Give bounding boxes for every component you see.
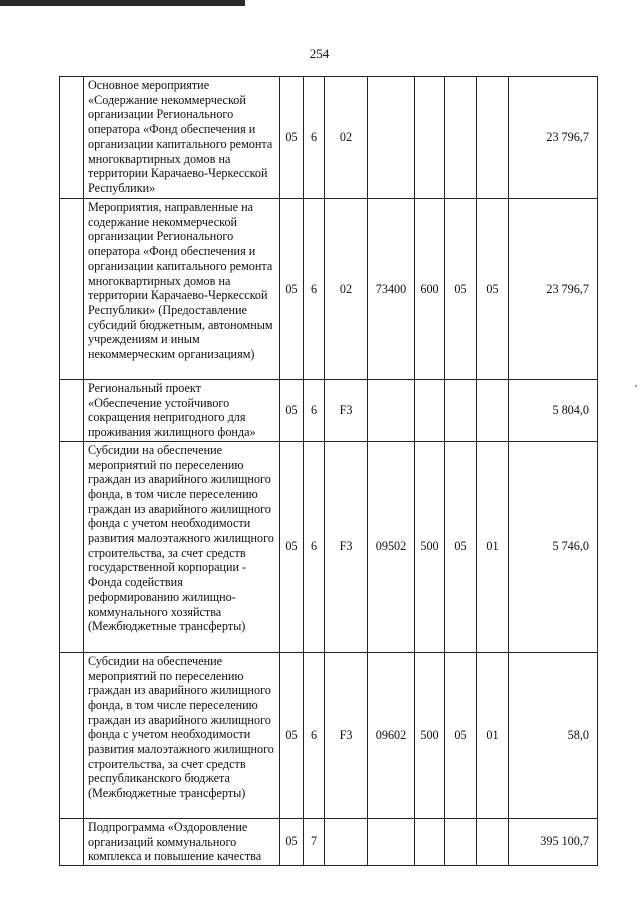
row-description: Субсидии на обеспечение мероприятий по переселению граждан из аварийного жилищного фонда, в том числе переселению граждан из аварийного жилищного фонда с учетом необходимости развития малоэтажного жилищного строительства, за счет средств республиканского бюджета (Межбюджетные трансферты) <box>84 652 280 818</box>
code-cell: 6 <box>304 380 325 442</box>
code-cell: 05 <box>280 818 304 865</box>
amount-cell: 5 804,0 <box>509 380 598 442</box>
code-cell: 05 <box>445 652 477 818</box>
code-cell: 05 <box>280 441 304 652</box>
table-row <box>60 199 598 380</box>
code-cell: F3 <box>325 380 368 442</box>
code-cell: 05 <box>445 441 477 652</box>
table-row <box>60 380 598 442</box>
code-cell: 02 <box>325 199 368 380</box>
table-row <box>60 441 598 652</box>
amount-cell: 58,0 <box>509 652 598 818</box>
blank-cell <box>60 818 84 865</box>
code-cell: 09602 <box>368 652 415 818</box>
code-cell: 09502 <box>368 441 415 652</box>
code-cell <box>445 77 477 199</box>
code-cell: 01 <box>477 441 509 652</box>
code-cell: 500 <box>415 441 445 652</box>
row-description: Основное мероприятие «Содержание некоммерческой организации Регионального оператора «Фонд обеспечения и организации капитального ремонта многоквартирных домов на территории Карачаево-Черкесской Республики» <box>84 77 280 199</box>
code-cell <box>477 380 509 442</box>
code-cell: 02 <box>325 77 368 199</box>
amount-cell: 23 796,7 <box>509 199 598 380</box>
code-cell: 6 <box>304 652 325 818</box>
code-cell: 6 <box>304 77 325 199</box>
table-row <box>60 77 598 199</box>
scan-edge-mark <box>0 0 245 6</box>
amount-cell: 23 796,7 <box>509 77 598 199</box>
code-cell <box>325 818 368 865</box>
code-cell: 05 <box>280 199 304 380</box>
code-cell: 7 <box>304 818 325 865</box>
row-description: Региональный проект «Обеспечение устойчивого сокращения непригодного для проживания жилищного фонда» <box>84 380 280 442</box>
code-cell: 73400 <box>368 199 415 380</box>
code-cell: 6 <box>304 199 325 380</box>
code-cell: 05 <box>280 652 304 818</box>
table-row <box>60 818 598 865</box>
code-cell <box>368 818 415 865</box>
amount-cell: 5 746,0 <box>509 441 598 652</box>
budget-table <box>59 76 598 866</box>
blank-cell <box>60 77 84 199</box>
code-cell <box>415 380 445 442</box>
table-row <box>60 652 598 818</box>
code-cell <box>477 818 509 865</box>
code-cell <box>477 77 509 199</box>
code-cell: 05 <box>477 199 509 380</box>
blank-cell <box>60 652 84 818</box>
row-description: Субсидии на обеспечение мероприятий по переселению граждан из аварийного жилищного фонда, в том числе переселению граждан из аварийного жилищного фонда с учетом необходимости развития малоэтажного жилищного строительства, за счет средств государственной корпорации - Фонда содействия реформированию жилищно-коммунального хозяйства (Межбюджетные трансферты) <box>84 441 280 652</box>
page-number: 254 <box>309 46 330 61</box>
code-cell: 05 <box>280 380 304 442</box>
code-cell: F3 <box>325 652 368 818</box>
code-cell: 01 <box>477 652 509 818</box>
row-description: Подпрограмма «Оздоровление организаций коммунального комплекса и повышение качества <box>84 818 280 865</box>
code-cell <box>368 380 415 442</box>
code-cell: 500 <box>415 652 445 818</box>
blank-cell <box>60 441 84 652</box>
code-cell <box>368 77 415 199</box>
blank-cell <box>60 380 84 442</box>
code-cell: 05 <box>280 77 304 199</box>
blank-cell <box>60 199 84 380</box>
code-cell <box>415 77 445 199</box>
code-cell: 6 <box>304 441 325 652</box>
row-description: Мероприятия, направленные на содержание некоммерческой организации Регионального оператора «Фонд обеспечения и организации капитального ремонта многоквартирных домов на территории Карачаево-Черкесской Республики» (Предоставление субсидий бюджетным, автономным учреждениям и иным некоммерческим организациям) <box>84 199 280 380</box>
amount-cell: 395 100,7 <box>509 818 598 865</box>
scan-speck <box>635 385 637 387</box>
code-cell <box>415 818 445 865</box>
code-cell <box>445 380 477 442</box>
code-cell: F3 <box>325 441 368 652</box>
code-cell: 05 <box>445 199 477 380</box>
code-cell: 600 <box>415 199 445 380</box>
code-cell <box>445 818 477 865</box>
